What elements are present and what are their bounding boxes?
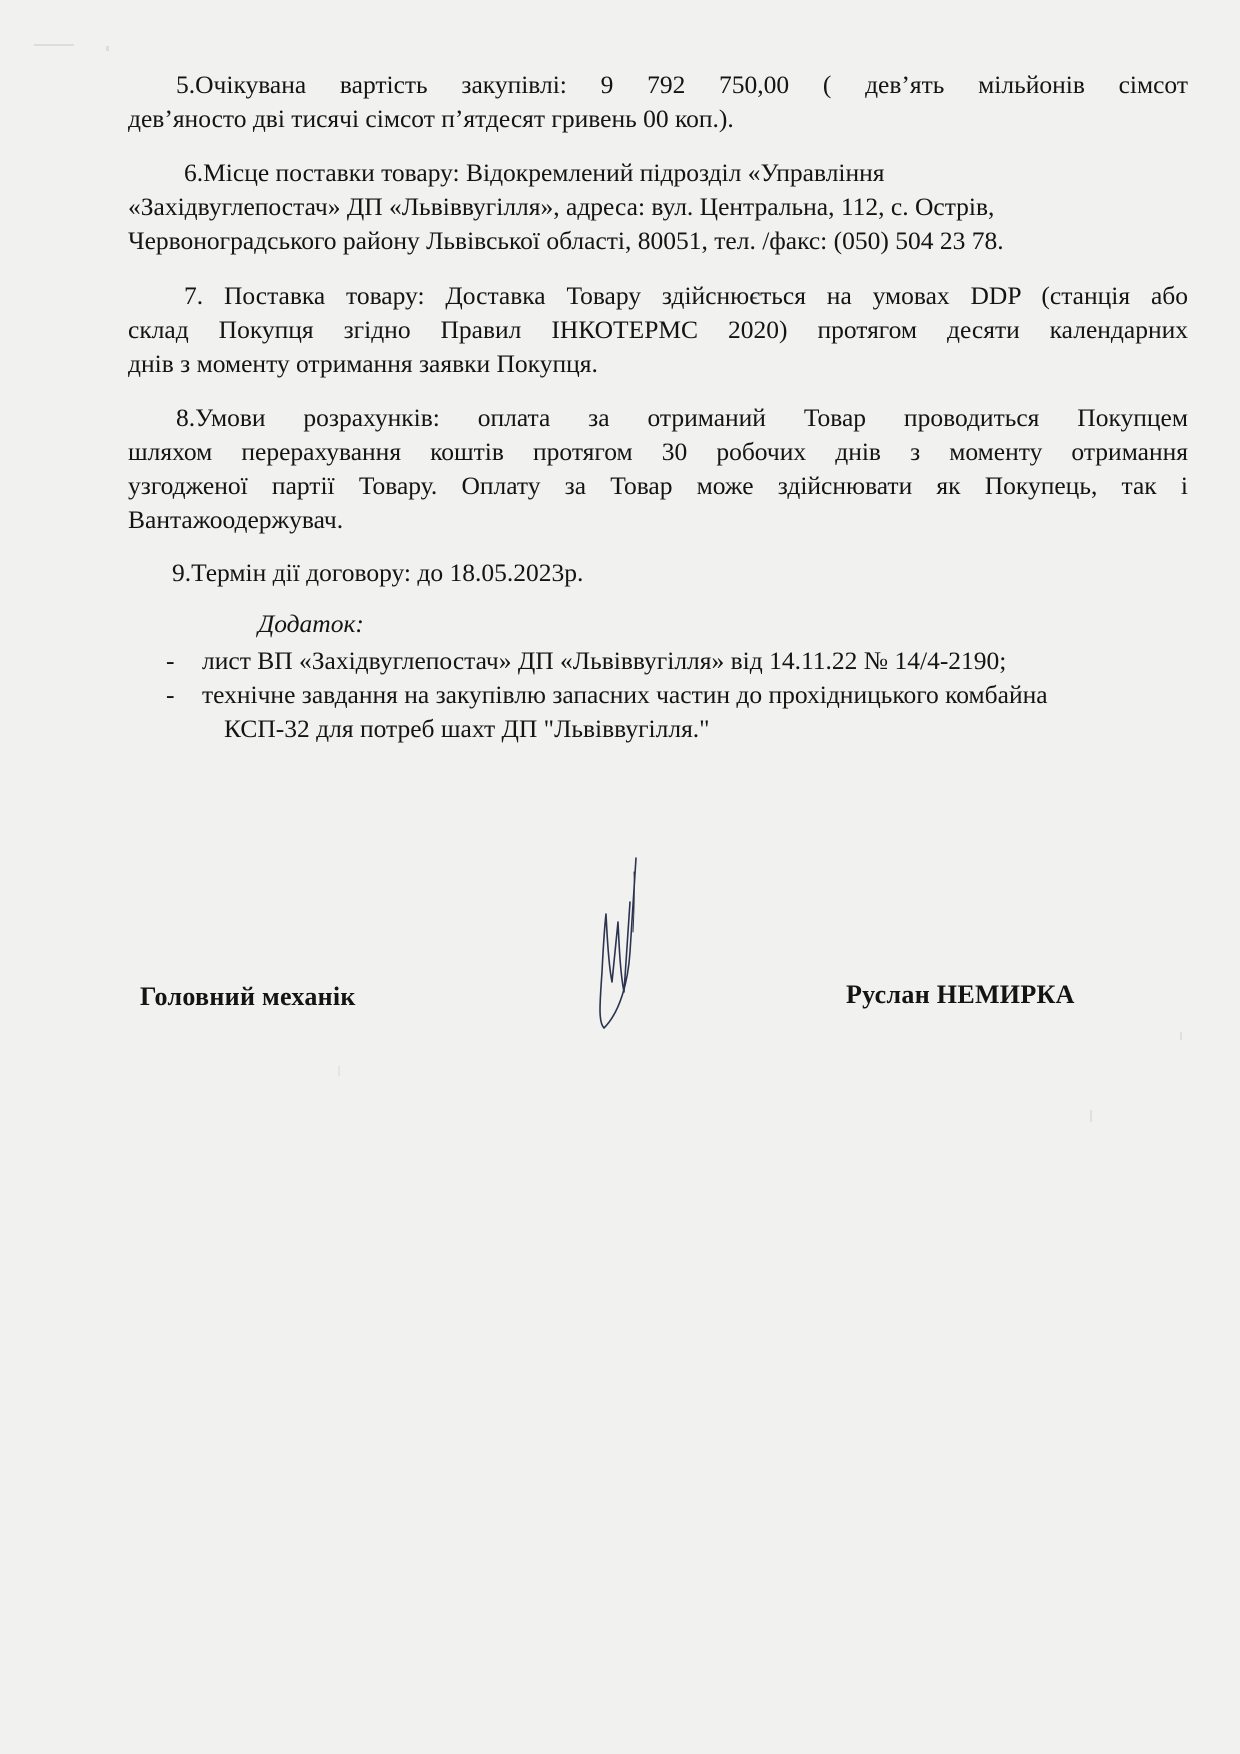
- section-cost-line: 5.Очікувана вартість закупівлі: 9 792 750,00 ( дев’ять мільйонів сімсот: [176, 70, 1188, 99]
- scan-speck: [338, 1066, 340, 1076]
- section-contract-term: [128, 556, 1188, 590]
- attachment-item: [166, 644, 1196, 678]
- section-cost: [128, 68, 1188, 136]
- attachment-item-line: технічне завдання на закупівлю запасних частин до прохідницького комбайна: [202, 680, 1048, 709]
- section-payment-terms-line: узгодженої партії Товару. Оплату за Товар може здійснювати як Покупець, так і: [128, 471, 1188, 500]
- section-delivery-terms: [128, 279, 1188, 381]
- section-delivery-place-line: «Західвуглепостач» ДП «Львіввугілля», адреса: вул. Центральна, 112, с. Острів,: [128, 192, 995, 221]
- signer-position: Головний механік: [140, 982, 356, 1011]
- scan-speck: [34, 44, 74, 46]
- attachment-item-line: лист ВП «Західвуглепостач» ДП «Львіввугілля» від 14.11.22 № 14/4-2190;: [202, 646, 1007, 675]
- list-bullet: -: [166, 680, 175, 709]
- section-delivery-terms-line: 7. Поставка товару: Доставка Товару здійснюється на умовах DDP (станція або: [184, 281, 1188, 310]
- section-delivery-place-line: Червоноградського району Львівської області, 80051, тел. /факс: (050) 504 23 78.: [128, 226, 1004, 255]
- list-bullet: -: [166, 646, 175, 675]
- section-payment-terms-line: Вантажоодержувач.: [128, 505, 344, 534]
- scan-speck: [1180, 1032, 1182, 1040]
- scan-speck: [1090, 1110, 1092, 1122]
- attachments-list: [166, 644, 1196, 746]
- attachments-title: Додаток:: [258, 609, 364, 638]
- attachment-item-line: КСП-32 для потреб шахт ДП "Львіввугілля.": [224, 714, 710, 743]
- section-payment-terms-line: шляхом перерахування коштів протягом 30 робочих днів з моменту отримання: [128, 437, 1188, 466]
- section-delivery-terms-line: днів з моменту отримання заявки Покупця.: [128, 349, 598, 378]
- scan-speck: [106, 46, 109, 51]
- section-payment-terms: [128, 401, 1188, 537]
- section-contract-term-text: 9.Термін дії договору: до 18.05.2023р.: [172, 558, 584, 587]
- section-payment-terms-line: 8.Умови розрахунків: оплата за отриманий Товар проводиться Покупцем: [176, 403, 1188, 432]
- section-delivery-terms-line: склад Покупця згідно Правил ІНКОТЕРМС 2020) протягом десяти календарних: [128, 315, 1188, 344]
- section-delivery-place: [128, 156, 1188, 258]
- signer-name: Руслан НЕМИРКА: [846, 980, 1075, 1009]
- section-delivery-place-line: 6.Місце поставки товару: Відокремлений підрозділ «Управління: [184, 158, 885, 187]
- section-cost-line: дев’яносто дві тисячі сімсот п’ятдесят гривень 00 коп.).: [128, 104, 734, 133]
- handwritten-signature-icon: [590, 852, 650, 1032]
- attachment-item: [166, 678, 1196, 746]
